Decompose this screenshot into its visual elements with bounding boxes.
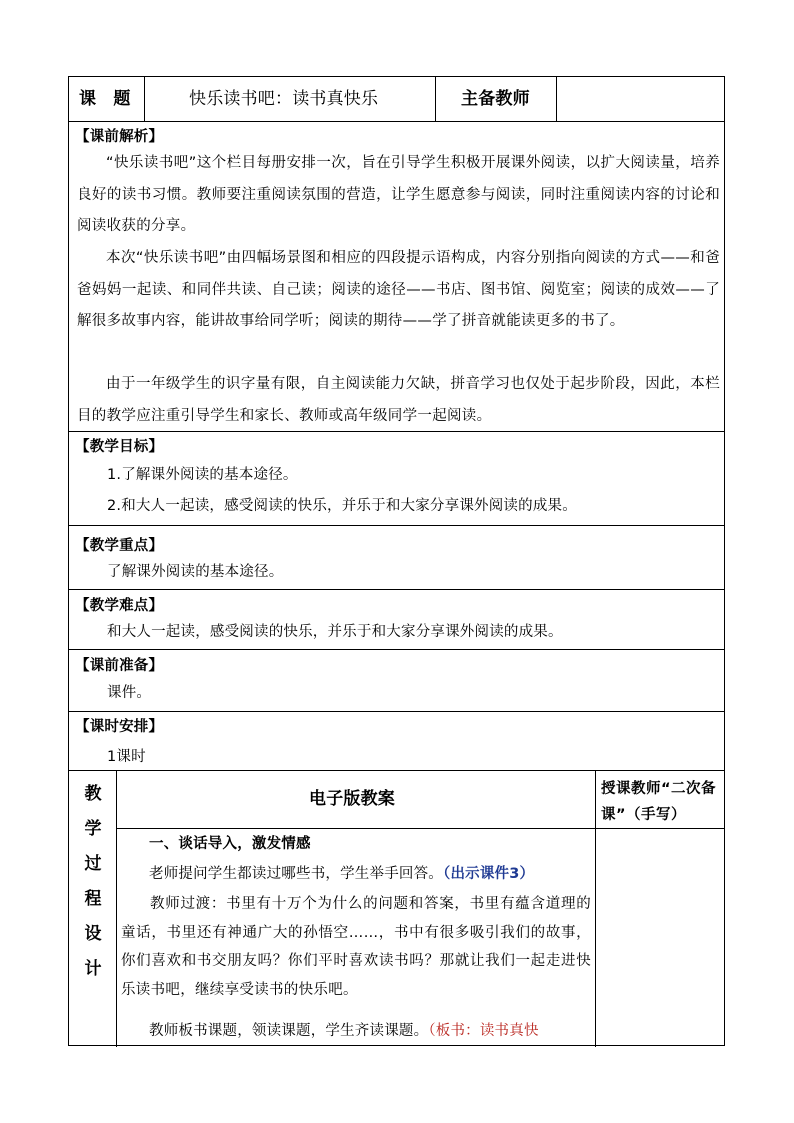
col-divider: [144, 77, 145, 121]
col-divider: [435, 77, 436, 121]
row-divider: [69, 649, 724, 650]
teacher-label: 主备教师: [461, 89, 530, 109]
goals-heading: 【教学目标】: [75, 439, 164, 455]
row-divider: [69, 589, 724, 590]
difficulty-heading: 【教学难点】: [75, 598, 164, 614]
col-divider: [116, 770, 117, 1047]
process-line: 教师板书课题，领读课题，学生齐读课题。（板书：读书真快: [149, 1023, 539, 1039]
row-divider: [69, 525, 724, 526]
analysis-heading: 【课前解析】: [75, 129, 164, 145]
process-side-label: 教 学 过 程 设 计: [84, 784, 102, 979]
analysis-paragraph: “快乐读书吧”这个栏目每册安排一次，旨在引导学生积极开展课外阅读，以扩大阅读量，培养良好的读书习惯。教师要注重阅读氛围的营造，让学生愿意参与阅读，同时注重阅读内容的讨论和阅读收获的分享。: [77, 155, 720, 234]
revision-column-header: 授课教师“二次备课”（手写）: [601, 781, 717, 823]
preparation-heading: 【课前准备】: [75, 658, 164, 674]
courseware-note: （出示课件3）: [443, 866, 535, 882]
analysis-paragraph: 由于一年级学生的识字量有限，自主阅读能力欠缺，拼音学习也仅处于起步阶段，因此，本栏目的教学应注重引导学生和家长、教师或高年级同学一起阅读。: [77, 376, 720, 424]
section-heading: 一、谈话导入，激发情感: [149, 836, 311, 852]
goal-item: 2.和大人一起读，感受阅读的快乐，并乐于和大家分享课外阅读的成果。: [107, 498, 577, 514]
schedule-text: 1课时: [107, 749, 146, 765]
lesson-plan-table: [68, 76, 725, 1046]
row-divider: [69, 711, 724, 712]
process-line: 老师提问学生都读过哪些书，学生举手回答。（出示课件3）: [149, 866, 535, 882]
col-divider: [556, 77, 557, 121]
topic-title: 快乐读书吧：读书真快乐: [189, 89, 379, 109]
preparation-text: 课件。: [107, 685, 152, 701]
main-column-header: 电子版教案: [309, 789, 395, 809]
row-divider: [69, 121, 724, 122]
analysis-paragraph: 本次“快乐读书吧”由四幅场景图和相应的四段提示语构成，内容分别指向阅读的方式——和爸爸妈妈一起读、和同伴共读、自己读；阅读的途径——书店、图书馆、阅览室；阅读的成效——了解很多故事内容，能讲故事给同学听；阅读的期待——学了拼音就能读更多的书了。: [77, 250, 720, 329]
schedule-heading: 【课时安排】: [75, 719, 164, 735]
row-divider: [116, 828, 724, 829]
topic-label: 课 题: [79, 89, 131, 109]
key-point-heading: 【教学重点】: [75, 538, 164, 554]
difficulty-text: 和大人一起读，感受阅读的快乐，并乐于和大家分享课外阅读的成果。: [107, 624, 563, 640]
process-paragraph: 教师过渡：书里有十万个为什么的问题和答案，书里有蕴含道理的童话，书里还有神通广大的孙悟空……，书中有很多吸引我们的故事，你们喜欢和书交朋友吗？你们平时喜欢读书吗？那就让我们一起走进快乐读书吧，继续享受读书的快乐吧。: [121, 896, 591, 998]
key-point-text: 了解课外阅读的基本途径。: [107, 564, 284, 580]
board-note: （板书：读书真快: [428, 1023, 539, 1039]
row-divider: [69, 770, 724, 771]
goal-item: 1.了解课外阅读的基本途径。: [107, 467, 298, 483]
col-divider: [595, 770, 596, 1047]
